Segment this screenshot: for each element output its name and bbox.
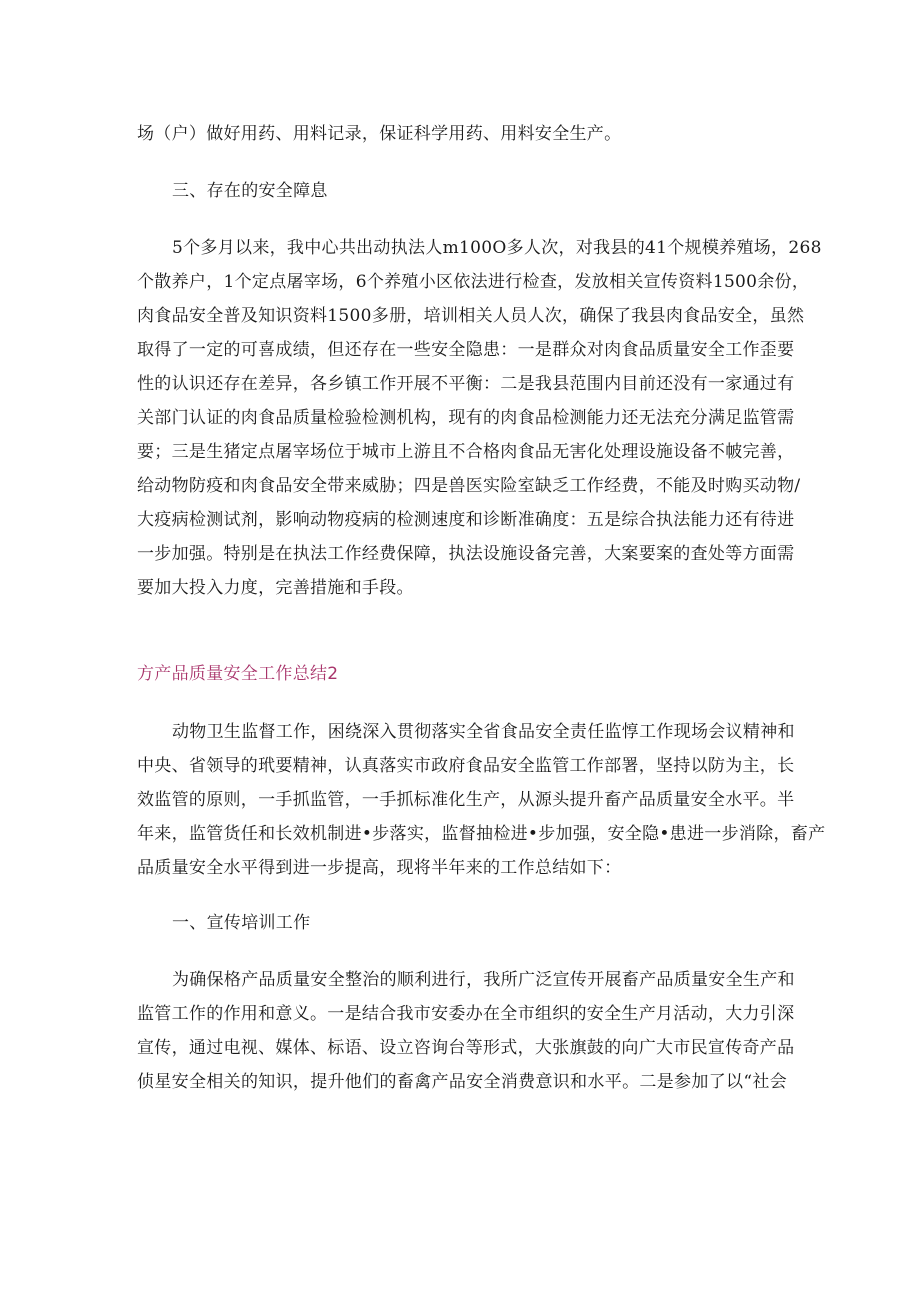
paragraph-line: 关部门认证的肉食品质量检验检测机构，现有的肉食品检测能力还无法充分满足监管需 (137, 408, 795, 428)
paragraph-line: 一步加强。特别是在执法工作经费保障，执法设施设备完善，大案要案的査处等方面需 (137, 544, 795, 564)
paragraph-line: 要加大投入力度，完善措施和手段。 (137, 578, 414, 598)
paragraph-line: 中央、省领导的玳要精神，认真落实市政府食品安全监管工作部署，坚持以防为主，长 (137, 756, 795, 776)
paragraph-line: 要；三是生猪定点屠宰场位于城市上游且不合格肉食品无害化处理设施设备不帔完善， (137, 442, 795, 462)
document-title: 方产品质量安全工作总结2 (137, 664, 339, 684)
paragraph-line: 监管工作的作用和意义。一是结合我市安委办在全市组织的安全生产月活动，大力引深 (137, 1004, 795, 1024)
paragraph-line: 动物卫生监督工作，困绕深入贯彻落实全省食品安全责任监惇工作现场会议精神和 (172, 722, 795, 742)
paragraph-line: 取得了一定的可喜成绩，但还存在一些安全隐患：一是群众对肉食品质量安全工作歪要 (137, 340, 795, 360)
paragraph-line: 给动物防疫和肉食品安全带来威胁；四是兽医实险室缺乏工作经费，不能及时购买动物/ (137, 476, 801, 496)
section-heading: 三、存在的安全障息 (172, 181, 328, 201)
section-heading: 一、宣传培训工作 (172, 913, 311, 933)
paragraph-line: 大疫病检测试剂，影响动物疫病的检测速度和诊断准确度：五是综合执法能力还有待进 (137, 510, 795, 530)
paragraph-line: 场（户）做好用药、用料记录，保证科学用药、用料安全生产。 (137, 124, 622, 144)
paragraph-line: 个散养户，1个定点屠宰场，6个养殖小区依法进行检查，发放相关宣传资料1500余份， (137, 272, 810, 292)
paragraph-line: 年来，监管货任和长效机制进•步落实，监督抽检进•步加强，安全隐•患进一步消除，畜产 (137, 824, 826, 844)
paragraph-line: 效监管的原则，一手抓监管，一手抓标准化生产，从源头提升畜产品质量安全水平。半 (137, 790, 795, 810)
paragraph-line: 侦星安全相关的知识，提升他们的畜禽产品安全消费意识和水平。二是参加了以“社会 (137, 1072, 787, 1092)
paragraph-line: 肉食品安全普及知识资料1500多册，培训相关人员人次，确保了我县肉食品安全，虽然 (137, 306, 805, 326)
paragraph-line: 宣传，通过电视、媒体、标语、设立咨询台等形式，大张旗鼓的向广大市民宣传奇产品 (137, 1038, 795, 1058)
paragraph-line: 性的认识还存在差异，各乡镇工作开展不平衡：二是我县范围内目前还没有一家通过有 (137, 374, 795, 394)
paragraph-line: 5个多月以来，我中心共出动执法人m100O多人次，对我县的41个规模养殖场，268 (172, 238, 822, 258)
paragraph-line: 品质量安全水平得到进一步提高，现将半年来的工作总结如下： (137, 858, 622, 878)
paragraph-line: 为确保格产品质量安全整治的顺利进行，我所广泛宣传开展畜产品质量安全生产和 (172, 970, 795, 990)
